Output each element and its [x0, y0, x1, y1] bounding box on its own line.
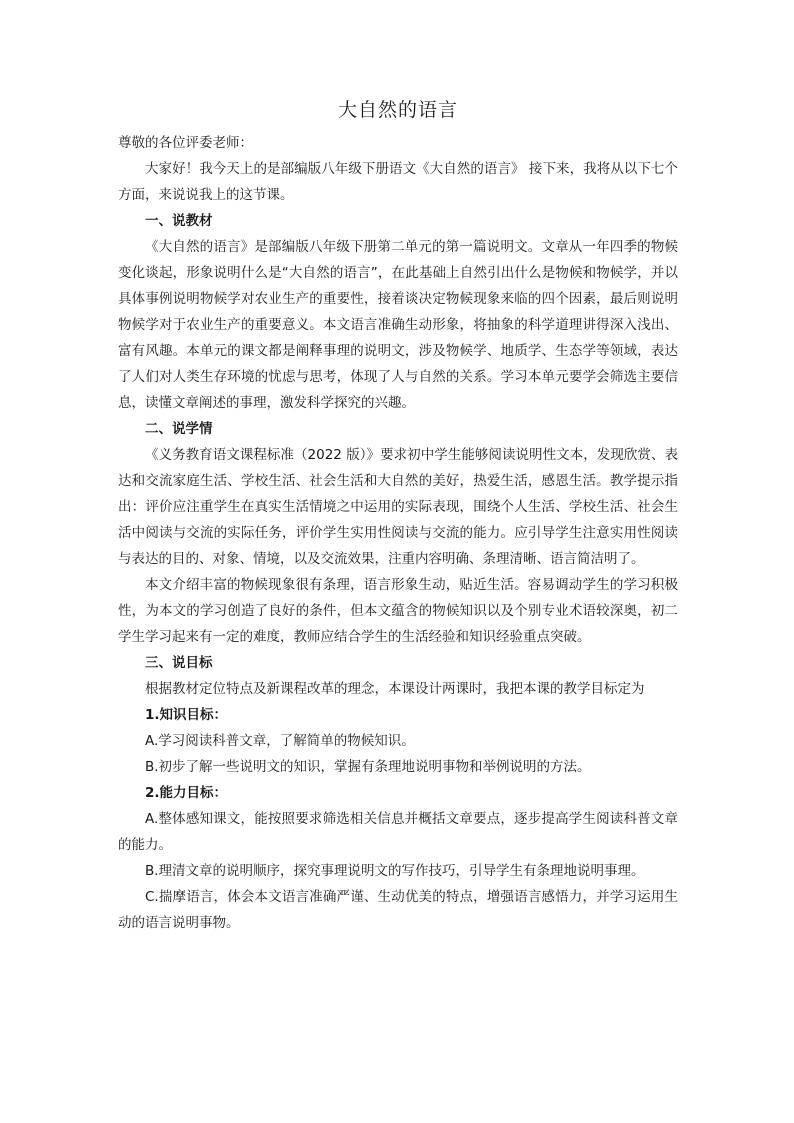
- knowledge-goal-label: 1.知识目标：: [145, 707, 228, 723]
- goals-intro: 根据教材定位特点及新课程改革的理念，本课设计两课时，我把本课的教学目标定为: [145, 681, 645, 697]
- section-heading-goals: 三、说目标: [145, 655, 213, 671]
- textbook-paragraph: 《大自然的语言》是部编版八年级下册第二单元的第一篇说明文。文章从一年四季的物候变化谈起，形象说明什么是“大自然的语言”，在此基础上自然引出什么是物候和物候学，并以具体事例说明物候学对农业生产的重要性，接着谈决定物候现象来临的四个因素，最后则说明物候学对于农业生产的重要意义。本文语言准确生动形象，将抽象的科学道理讲得深入浅出、富有风趣。本单元的课文都是阐释事理的说明文，涉及物候学、地质学、生态学等领域，表达了人们对人类生存环境的忧虑与思考，体现了人与自然的关系。学习本单元要学会筛选主要信息，读懂文章阐述的事理，激发科学探究的兴趣。: [118, 239, 678, 411]
- salutation: 尊敬的各位评委老师：: [118, 135, 253, 151]
- section-heading-textbook: 一、说教材: [145, 213, 213, 229]
- students-paragraph-2: 本文介绍丰富的物候现象很有条理，语言形象生动，贴近生活。容易调动学生的学习积极性，为本文的学习创造了良好的条件，但本文蕴含的物候知识以及个别专业术语较深奥，初二学生学习起来有一定的难度，教师应结合学生的生活经验和知识经验重点突破。: [118, 577, 678, 645]
- ability-goal-label: 2.能力目标：: [145, 785, 228, 801]
- document-title: 大自然的语言: [337, 99, 458, 121]
- ability-goal-c: C.揣摩语言，体会本文语言准确严谨、生动优美的特点，增强语言感悟力，并学习运用生动的语言说明事物。: [118, 889, 678, 931]
- students-paragraph-1: 《义务教育语文课程标准（2022 版）》要求初中学生能够阅读说明性文本，发现欣赏、表达和交流家庭生活、学校生活、社会生活和大自然的美好，热爱生活，感恩生活。教学提示指出：评价应注重学生在真实生活情境之中运用的实际表现，围绕个人生活、学校生活、社会生活中阅读与交流的实际任务，评价学生实用性阅读与交流的能力。应引导学生注意实用性阅读与表达的目的、对象、情境，以及交流效果，注重内容明确、条理清晰、语言简洁明了。: [118, 447, 678, 567]
- ability-goal-a: A.整体感知课文，能按照要求筛选相关信息并概括文章要点，逐步提高学生阅读科普文章的能力。: [118, 811, 678, 853]
- knowledge-goal-a: A.学习阅读科普文章，了解简单的物候知识。: [145, 733, 415, 749]
- ability-goal-b: B.理清文章的说明顺序，探究事理说明文的写作技巧，引导学生有条理地说明事理。: [145, 863, 645, 879]
- knowledge-goal-b: B.初步了解一些说明文的知识，掌握有条理地说明事物和举例说明的方法。: [145, 759, 591, 775]
- section-heading-students: 二、说学情: [145, 421, 213, 437]
- document-page: [118, 96, 678, 936]
- intro-paragraph: 大家好！我今天上的是部编版八年级下册语文《大自然的语言》 接下来，我将从以下七个方面，来说说我上的这节课。: [118, 161, 678, 203]
